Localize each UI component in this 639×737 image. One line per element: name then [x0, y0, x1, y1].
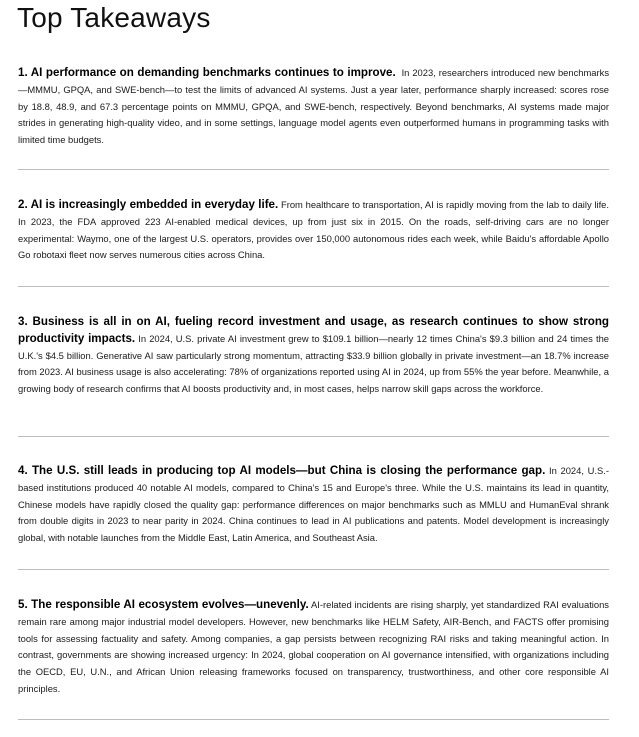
divider: [18, 169, 609, 170]
page-title: Top Takeaways: [17, 2, 211, 33]
takeaway-body: In 2024, U.S.-based institutions produced 40 notable AI models, compared to China's 15 and Europe's three. While the U.S. maintains its lead in quantity, Chinese models have rapidly closed the quality gap: performance differences on major benchmarks such as MMLU and HumanEval shrank from double digits in 2023 to near parity in 2024. China continues to lead in AI publications and patents. Model development is increasingly global, with notable launches from the Middle East, Latin America, and Southeast Asia.: [18, 465, 609, 544]
takeaway-4: [18, 463, 609, 547]
takeaway-body: In 2023, researchers introduced new benchmarks—MMMU, GPQA, and SWE-bench—to test the limits of advanced AI systems. Just a year later, performance sharply increased: scores rose by 18.8, 48.9, and 67.3 percentage points on MMMU, GPQA, and SWE-bench, respectively. Beyond benchmarks, AI systems made major strides in generating high-quality video, and in some settings, language model agents even outperformed humans in programming tasks with limited time budgets.: [18, 67, 610, 146]
takeaway-heading: 3. Business is all in on AI, fueling record investment and usage, as research continues to show strong productivity impacts.: [18, 315, 609, 345]
divider: [18, 569, 609, 570]
takeaway-heading: 1. AI performance on demanding benchmarks continues to improve.: [18, 66, 396, 79]
takeaway-body: In 2024, U.S. private AI investment grew to $109.1 billion—nearly 12 times China's $9.3 billion and 24 times the U.K.'s $4.5 billion. Generative AI saw particularly strong momentum, attracting $33.9 billion globally in private investment—an 18.7% increase from 2023. AI business usage is also accelerating: 78% of organizations reported using AI in 2024, up from 55% the year before. Meanwhile, a growing body of research confirms that AI boosts productivity and, in most cases, helps narrow skill gaps across the workforce.: [18, 332, 609, 395]
takeaway-2: [18, 197, 609, 264]
takeaway-5: [18, 597, 609, 698]
takeaway-body: From healthcare to transportation, AI is rapidly moving from the lab to daily life. In 2023, the FDA approved 223 AI-enabled medical devices, up from just six in 2015. On the roads, self-driving cars are no longer experimental: Waymo, one of the largest U.S. operators, provides over 150,000 autonomous rides each week, while Baidu's affordable Apollo Go robotaxi fleet now serves numerous cities across China.: [18, 199, 609, 261]
takeaway-1: [18, 65, 609, 149]
divider: [18, 436, 609, 437]
divider: [18, 719, 609, 720]
takeaway-heading: 5. The responsible AI ecosystem evolves—unevenly.: [18, 598, 309, 611]
takeaway-3: [18, 314, 609, 398]
takeaway-heading: 4. The U.S. still leads in producing top AI models—but China is closing the performance gap.: [18, 464, 546, 477]
divider: [18, 286, 609, 287]
takeaway-heading: 2. AI is increasingly embedded in everyday life.: [18, 198, 279, 211]
takeaway-body: AI-related incidents are rising sharply, yet standardized RAI evaluations remain rare among major industrial model developers. However, new benchmarks like HELM Safety, AIR-Bench, and FACTS offer promising tools for assessing factuality and safety. Among companies, a gap persists between recognizing RAI risks and taking meaningful action. In contrast, governments are showing increased urgency: In 2024, global cooperation on AI governance intensified, with organizations including the OECD, EU, U.N., and African Union releasing frameworks focused on transparency, trustworthiness, and other core responsible AI principles.: [18, 599, 609, 694]
